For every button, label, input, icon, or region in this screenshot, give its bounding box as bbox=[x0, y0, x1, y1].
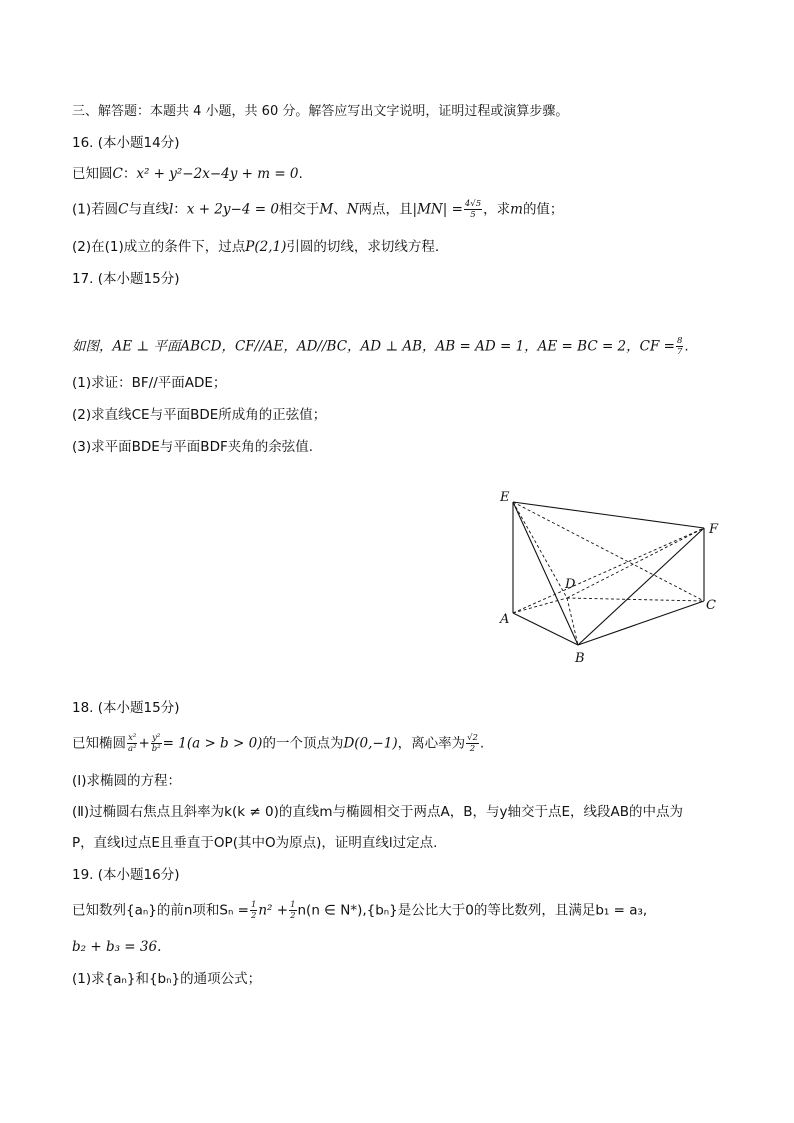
problem-17-question-3: (3)求平面BDE与平面BDF夹角的余弦值. bbox=[72, 439, 314, 455]
fraction-y2-over-b2: $\frac{\text{y²}}{\text{b²}}$ bbox=[151, 733, 161, 754]
problem-19-stem: 已知数列{aₙ}的前n项和Sₙ = $\frac{1}{2}$ n² + $\frac{1}{2}$ n(n ∈ N*),{bₙ}是公比大于0的等比数列，且满足b₁ = a₃, bbox=[72, 900, 648, 921]
problem-17-question-1: (1)求证：BF//平面ADE； bbox=[72, 375, 227, 391]
section-header: 三、解答题：本题共 4 小题，共 60 分。解答应写出文字说明，证明过程或演算步骤。 bbox=[72, 104, 569, 119]
problem-19-heading: 19. (本小题16分) bbox=[72, 867, 180, 883]
label-C: C bbox=[706, 598, 716, 613]
problem-16-stem: 已知圆C：x² + y²−2x−4y + m = 0. bbox=[72, 166, 303, 182]
edge-AF bbox=[513, 528, 704, 613]
problem-17-stem: 如图，AE ⊥ 平面ABCD，CF//AE，AD//BC，AD ⊥ AB，AB = AD = 1，AE = BC = 2，CF = $\frac{8}{7}$ . bbox=[72, 336, 689, 357]
label-F: F bbox=[709, 522, 719, 537]
problem-18-question-2-line-1: (Ⅱ)过椭圆右焦点且斜率为k(k ≠ 0)的直线m与椭圆相交于两点A，B，与y轴交于点E，线段AB的中点为 bbox=[72, 804, 683, 820]
label-D: D bbox=[565, 577, 576, 592]
edge-AB bbox=[513, 613, 578, 645]
edge-EC bbox=[513, 502, 704, 601]
fraction-8-over-7: $\frac{8}{7}$ bbox=[676, 336, 683, 357]
fraction-x2-over-a2: $\frac{\text{x²}}{\text{a²}}$ bbox=[128, 733, 137, 754]
edge-AD bbox=[513, 598, 567, 613]
problem-18-question-2-line-2: P，直线l过点E且垂直于OP(其中O为原点)，证明直线l过定点. bbox=[72, 835, 438, 851]
edge-BC bbox=[578, 601, 704, 645]
edge-EB bbox=[513, 502, 578, 645]
edge-EF bbox=[513, 502, 704, 528]
problem-18-heading: 18. (本小题15分) bbox=[72, 700, 180, 716]
problem-17-question-2: (2)求直线CE与平面BDE所成角的正弦值； bbox=[72, 407, 327, 423]
fraction-1-over-2-b: $\frac{1}{2}$ bbox=[290, 900, 296, 921]
problem-17-heading: 17. (本小题15分) bbox=[72, 271, 180, 287]
edge-ED bbox=[513, 502, 567, 598]
fraction-1-over-2-a: $\frac{1}{2}$ bbox=[250, 900, 257, 921]
label-A: A bbox=[500, 612, 510, 627]
label-E: E bbox=[500, 490, 510, 505]
problem-19-question-1: (1)求{aₙ}和{bₙ}的通项公式； bbox=[72, 971, 262, 987]
label-B: B bbox=[575, 651, 585, 666]
edge-DB bbox=[567, 598, 578, 645]
fraction-root2-over-2: $\frac{√2}{2}$ bbox=[467, 733, 478, 754]
problem-19-stem-line-2: b₂ + b₃ = 36. bbox=[72, 939, 162, 955]
edge-DC bbox=[567, 598, 704, 601]
fraction-4root5-over-5: $\frac{4√5}{5}$ bbox=[464, 199, 482, 220]
edge-DF bbox=[567, 528, 704, 598]
problem-16-question-1: (1)若圆C与直线l：x + 2y−4 = 0相交于M、N两点，且|MN| = $\frac{4√5}{5}$ ，求m的值； bbox=[72, 199, 564, 220]
problem-18-stem: 已知椭圆 $\frac{\text{x²}}{\text{a²}}$ + $\frac{\text{y²}}{\text{b²}}$ = 1(a > b > 0)的一个顶点为D(0,−1)，离心率为 $\frac{√2}{2}$ . bbox=[72, 733, 485, 754]
problem-18-question-1: (Ⅰ)求椭圆的方程： bbox=[72, 773, 182, 789]
problem-16-heading: 16. (本小题14分) bbox=[72, 135, 180, 151]
geometry-figure bbox=[495, 487, 730, 672]
problem-16-question-2: (2)在(1)成立的条件下，过点P(2,1)引圆的切线，求切线方程. bbox=[72, 239, 440, 255]
